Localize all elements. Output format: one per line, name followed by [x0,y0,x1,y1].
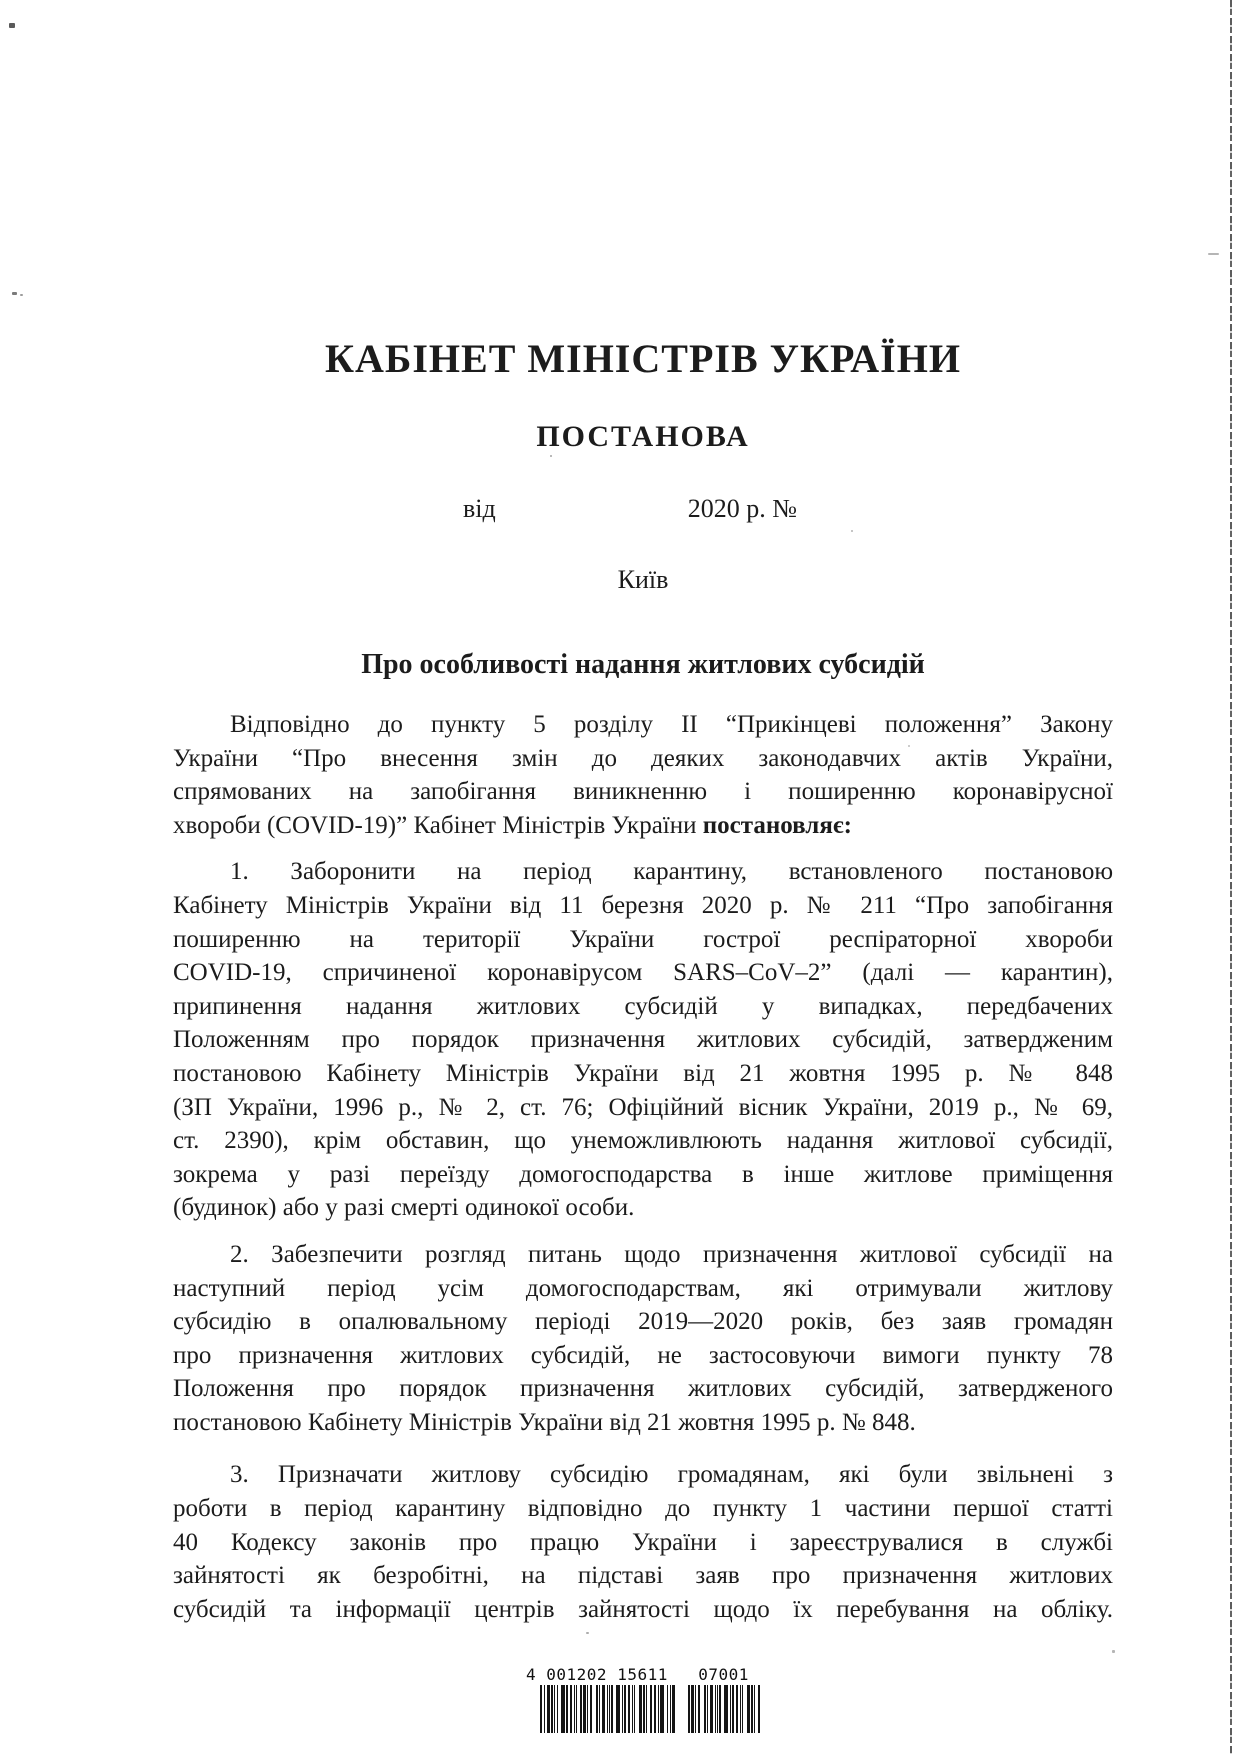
scan-edge-artifact [1230,0,1232,1754]
barcode-bar [624,1685,626,1733]
barcode-bar [715,1685,716,1733]
barcode-bar [695,1685,696,1733]
scan-speck [1112,1650,1115,1653]
paragraph-line: 2. Забезпечити розгляд питань щодо призначення житлової субсидії на [230,1240,1113,1268]
barcode-bar [611,1685,613,1733]
date-year-number: 2020 р. № [687,494,798,523]
paragraph-line: 1. Заборонити на період карантину, встановленого постановою [230,858,1113,886]
barcode-bar [561,1685,565,1733]
paragraph-line: Положенням про порядок призначення житлових субсидій, затвердженим [173,1026,1113,1054]
paragraph-item-1 [173,855,1113,1225]
barcode-bar [628,1685,630,1733]
paragraph-line: ст. 2390), крім обставин, що унеможливлюють надання житлової субсидії, [173,1127,1113,1155]
barcode-bar [602,1685,605,1733]
paragraph-item-2 [173,1238,1113,1440]
paragraph-line: 40 Кодексу законів про працю України і зареєструвалися в службі [173,1528,1113,1556]
barcode-bar [616,1685,620,1733]
paragraph-line: Кабінету Міністрів України від 11 березня 2020 р. № 211 “Про запобігання [173,891,1113,919]
barcode-bar [667,1685,668,1733]
barcode-bar [658,1685,659,1733]
barcode-bar [622,1685,623,1733]
paragraph-line: Положення про порядок призначення житлових субсидій, затвердженого [173,1375,1113,1403]
barcode-bar [704,1685,706,1733]
barcode-bar [650,1685,652,1733]
city-label: Київ [617,565,669,594]
paragraph-line: (ЗП України, 1996 р., № 2, ст. 76; Офіційний вісник України, 2019 р., № 69, [173,1093,1113,1121]
scan-speck [20,294,23,296]
barcode-bar [751,1685,753,1733]
barcode-bar [670,1685,671,1733]
barcode-bar [643,1685,645,1733]
barcode-bar [747,1685,750,1733]
barcode-bar [691,1685,694,1733]
barcode-bar [634,1685,635,1733]
date-line [173,494,1113,524]
barcode-bar [646,1685,647,1733]
barcode-bar [599,1685,600,1733]
paragraph-line: 3. Призначати житлову субсидію громадянам, які були звільнені з [230,1461,1113,1489]
barcode-bar [557,1685,558,1733]
issuing-authority: КАБІНЕТ МІНІСТРІВ УКРАЇНИ [325,336,961,381]
paragraph-line: України “Про внесення змін до деяких законодавчих актів України, [173,744,1113,772]
paragraph-item-3 [173,1458,1113,1626]
paragraph-line: наступний період усім домогосподарствам, які отримували житлову [173,1274,1113,1302]
scan-speck [12,292,17,295]
document-title: Про особливості надання житлових субсидій [361,649,925,680]
paragraph-line: про призначення житлових субсидій, не застосовуючи вимоги пункту 78 [173,1341,1113,1369]
barcode-bar [547,1685,550,1733]
barcode-bar [551,1685,553,1733]
barcode-bar [742,1685,743,1733]
barcode-bar [566,1685,568,1733]
barcode-bar [587,1685,588,1733]
paragraph-line: припинення надання житлових субсидій у випадках, передбачених [173,992,1113,1020]
document-type: ПОСТАНОВА [536,420,750,453]
paragraph-line: постановою Кабінету Міністрів України від 21 жовтня 1995 р. № 848. [173,1408,916,1436]
paragraph-line: поширенню на території України гострої респіраторної хвороби [173,925,1113,953]
paragraph-line: зокрема у разі переїзду домогосподарства в інше житлове приміщення [173,1160,1113,1188]
barcode-bar [698,1685,700,1733]
barcode-bar [596,1685,598,1733]
paragraph-line: постановою Кабінету Міністрів України від 21 жовтня 1995 р. № 848 [173,1059,1113,1087]
barcode-bar [607,1685,608,1733]
barcode-bar [660,1685,664,1733]
scan-speck [1208,253,1219,255]
barcode-bar [590,1685,592,1733]
paragraph-line: COVID-19, спричиненої коронавірусом SARS–CoV–2” (далі — карантин), [173,959,1113,987]
barcode-bar [609,1685,610,1733]
document-body [173,708,1113,1639]
paragraph-line: субсидій та інформації центрів зайнятості щодо їх перебування на обліку. [173,1595,1113,1623]
barcode-bar [758,1685,760,1733]
barcode-bar [754,1685,755,1733]
barcode-bar [688,1685,690,1733]
barcode-bar [574,1685,575,1733]
date-prefix: від [463,494,496,523]
barcode-bar [719,1685,721,1733]
barcode-bar [544,1685,545,1733]
barcode-bar [639,1685,642,1733]
paragraph-line: зайнятості як безробітні, на підставі заяв про призначення житлових [173,1562,1113,1590]
barcode-bar [736,1685,738,1733]
scan-speck [550,455,552,457]
barcode-bar [583,1685,586,1733]
barcode-bar [632,1685,633,1733]
barcode-bar [570,1685,572,1733]
barcode-bar [576,1685,577,1733]
barcode [540,1685,764,1733]
scan-speck [9,23,15,28]
barcode-bar [724,1685,728,1733]
barcode-bar [672,1685,675,1733]
barcode-bar [717,1685,718,1733]
barcode-bar [654,1685,656,1733]
paragraph-line: роботи в період карантину відповідно до пункту 1 частини першої статті [173,1495,1113,1523]
paragraph-line: Відповідно до пункту 5 розділу ІІ “Прикінцеві положення” Закону [230,711,1113,738]
barcode-bar [730,1685,731,1733]
barcode-bar [540,1685,542,1733]
paragraph-preamble [173,708,1113,842]
barcode-bar [580,1685,582,1733]
barcode-bar [710,1685,713,1733]
barcode-bar [707,1685,708,1733]
barcode-bar [554,1685,555,1733]
paragraph-line: спрямованих на запобігання виникненню і поширенню коронавірусної [173,778,1113,806]
paragraph-line: (будинок) або у разі смерті одинокої особи. [173,1194,635,1222]
paragraph-line: субсидію в опалювальному періоді 2019—2020 років, без заяв громадян [173,1308,1113,1336]
paragraph-line: хвороби (COVID-19)” Кабінет Міністрів України постановляє: [173,811,852,839]
barcode-bar [732,1685,734,1733]
barcode-bar [740,1685,741,1733]
barcode-digits: 4 001202 15611 07001 [526,1665,749,1684]
scan-speck [851,530,853,532]
